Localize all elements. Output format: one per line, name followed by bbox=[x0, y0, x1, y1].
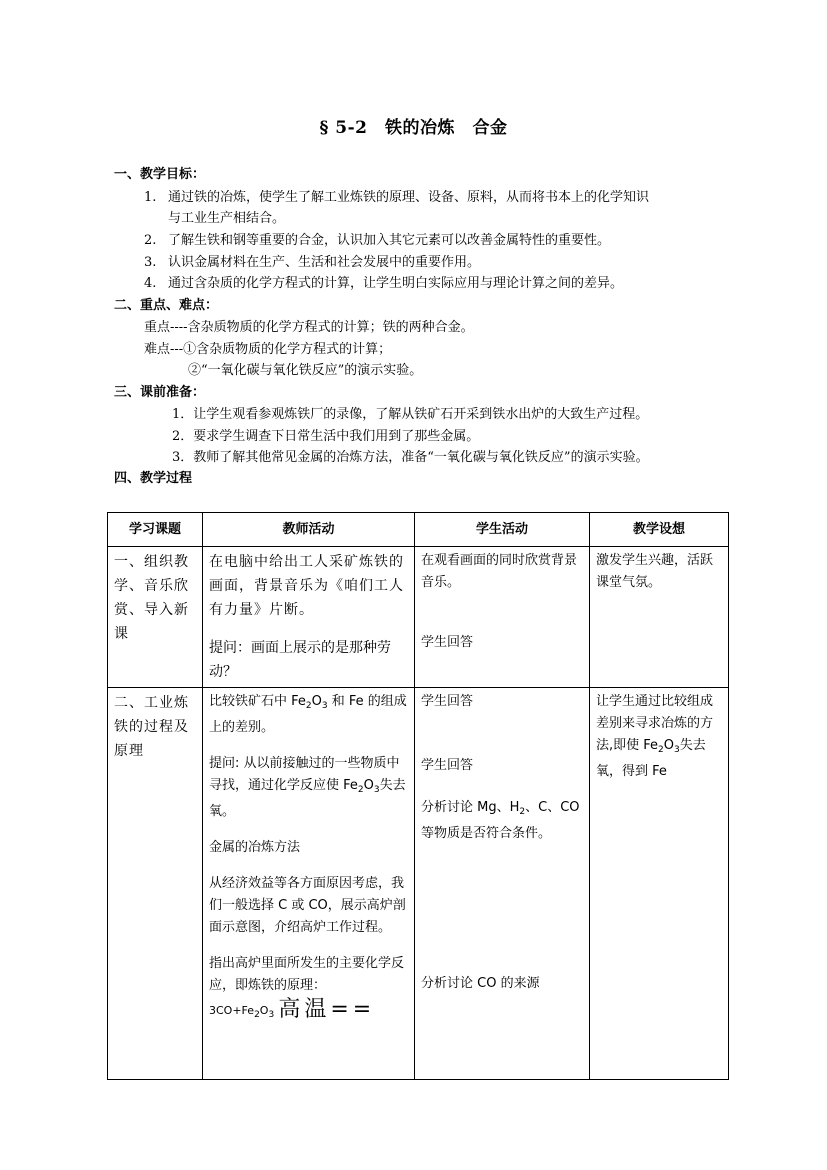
row2-student-text3: 分析讨论 Mg、$H_2$、C、CO 等物质是否符合条件。 bbox=[421, 800, 580, 841]
header-student: 学生活动 bbox=[415, 513, 590, 547]
difficulty-text-2: ②“一氧化碳与氧化铁反应”的演示实验。 bbox=[188, 363, 423, 378]
row1-teacher-text1: 在电脑中给出工人采矿炼铁的画面，背景音乐为《咱们工人有力量》片断。 bbox=[209, 554, 404, 618]
row2-design bbox=[590, 688, 729, 1080]
objective-2-text: 了解生铁和钢等重要的合金，认识加入其它元素可以改善金属特性的重要性。 bbox=[168, 233, 611, 248]
process-heading: 四、教学过程 bbox=[114, 471, 193, 486]
preparation-item-1: 1．让学生观看参观炼铁厂的录像，了解从铁矿石开采到铁水出炉的大致生产过程。 bbox=[172, 407, 649, 422]
focus-text: 重点----含杂质物质的化学方程式的计算；铁的两种合金。 bbox=[144, 320, 474, 335]
objective-4-text: 通过含杂质的化学方程式的计算，让学生明白实际应用与理论计算之间的差异。 bbox=[168, 276, 624, 291]
objective-1-text: 通过铁的冶炼，使学生了解工业炼铁的原理、设备、原料，从而将书本上的化学知识 bbox=[168, 190, 650, 205]
row2-teacher-text4: 从经济效益等各方面原因考虑，我们一般选择 C 或 CO，展示高炉剖面示意图，介绍高炉工作过程。 bbox=[209, 876, 406, 935]
smelting-equation: $3CO+Fe_2O_3$ 高温== bbox=[209, 997, 376, 1022]
row1-teacher bbox=[203, 547, 415, 688]
row2-teacher-text3: 金属的冶炼方法 bbox=[209, 840, 301, 855]
keypoints-heading: 二、重点、难点： bbox=[114, 298, 219, 313]
row2-teacher-text1: 比较铁矿石中 $Fe_2O_3$ 和 Fe 的组成上的差别。 bbox=[209, 694, 407, 735]
objectives-heading: 一、教学目标： bbox=[114, 167, 206, 182]
preparation-item-3: 3．教师了解其他常见金属的冶炼方法，准备“一氧化碳与氧化铁反应”的演示实验。 bbox=[172, 450, 649, 465]
preparation-heading: 三、课前准备： bbox=[114, 385, 206, 400]
table-row bbox=[108, 688, 729, 1080]
objective-1-num: 1. bbox=[144, 190, 157, 205]
lesson-table bbox=[107, 512, 729, 1080]
row2-student-text4: 分析讨论 CO 的来源 bbox=[421, 976, 540, 991]
row2-topic: 二、工业炼铁的过程及原理 bbox=[108, 688, 203, 1080]
row1-design: 激发学生兴趣，活跃课堂气氛。 bbox=[590, 547, 729, 688]
row1-topic: 一、组织教学、音乐欣赏、导入新课 bbox=[108, 547, 203, 688]
objective-4-num: 4. bbox=[144, 276, 157, 291]
row2-design-text: 让学生通过比较组成差别来寻求冶炼的方法,即使 $Fe_2O_3$失去氧，得到 Fe bbox=[596, 694, 714, 779]
row2-teacher bbox=[203, 688, 415, 1080]
objective-1-text-cont: 与工业生产相结合。 bbox=[168, 211, 286, 226]
objective-3-num: 3. bbox=[144, 255, 157, 270]
row1-teacher-text2: 提问：画面上展示的是那种劳动？ bbox=[209, 640, 391, 680]
page-title: § 5-2 铁的冶炼 合金 bbox=[319, 118, 508, 138]
row2-teacher-text5: 指出高炉里面所发生的主要化学反应，即炼铁的原理： bbox=[209, 956, 405, 993]
row1-student-text1: 在观看画面的同时欣赏背景音乐。 bbox=[421, 553, 578, 590]
row2-teacher-text2: 提问: 从以前接触过的一些物质中寻找，通过化学反应使 $Fe_2O_3$失去氧。 bbox=[209, 756, 406, 819]
row2-student-text1: 学生回答 bbox=[421, 694, 474, 709]
preparation-item-2: 2．要求学生调查下日常生活中我们用到了那些金属。 bbox=[172, 429, 480, 444]
objective-3-text: 认识金属材料在生产、生活和社会发展中的重要作用。 bbox=[168, 255, 481, 270]
row1-student-text2: 学生回答 bbox=[421, 635, 474, 650]
difficulty-text-1: 难点---①含杂质物质的化学方程式的计算； bbox=[144, 342, 392, 357]
table-header-row bbox=[108, 513, 729, 547]
header-teacher: 教师活动 bbox=[203, 513, 415, 547]
row2-student bbox=[415, 688, 590, 1080]
row1-student bbox=[415, 547, 590, 688]
objective-2-num: 2. bbox=[144, 233, 157, 248]
header-design: 教学设想 bbox=[590, 513, 729, 547]
header-topic: 学习课题 bbox=[108, 513, 203, 547]
table-row bbox=[108, 547, 729, 688]
row2-student-text2: 学生回答 bbox=[421, 758, 474, 773]
